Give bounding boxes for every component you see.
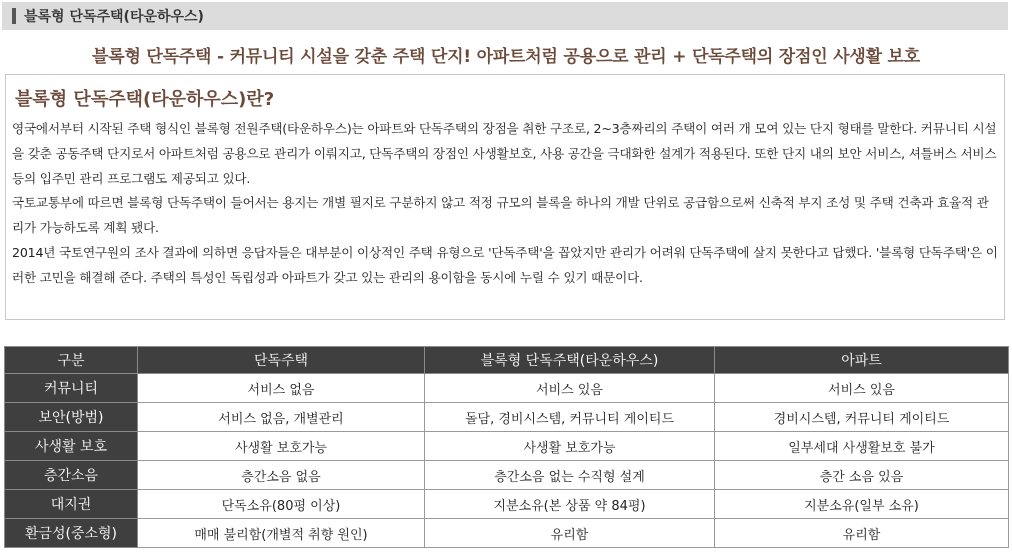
table-cell: 사생활 보호가능 [425,432,715,461]
intro-paragraph: 2014년 국토연구원의 조사 결과에 의하면 응답자들은 대부분이 이상적인 주택 유형으로 '단독주택'을 꼽았지만 관리가 어려워 단독주택에 살지 못한다고 답했다. '블록형 단독주택'은 이러한 고민을 해결해 준다. 주택의 특성인 독립성과 아파트가 갖고 있는 관리의 용이함을 동시에 누릴 수 있기 때문이다. [12,244,998,285]
table-cell: 유리함 [425,519,715,548]
table-cell: 층간소음 없음 [138,461,425,490]
table-cell: 경비시스템, 커뮤니티 게이티드 [715,403,1009,432]
row-label: 사생활 보호 [5,432,138,461]
title-marker [12,8,16,24]
intro-paragraph: 국토교통부에 따르면 블록형 단독주택이 들어서는 용지는 개별 필지로 구분하지 않고 적정 규모의 블록을 하나의 개발 단위로 공급함으로써 신축적 부지 조성 및 주택 건축과 효율적 관리가 가능하도록 계획 됐다. [12,195,989,236]
table-row [5,461,1009,490]
table-cell: 서비스 있음 [425,374,715,403]
intro-paragraph: 영국에서부터 시작된 주택 형식인 블록형 전원주택(타운하우스)는 아파트와 단독주택의 장점을 취한 구조로, 2~3층짜리의 주택이 여러 개 모여 있는 단지 형태를 말한다. 커뮤니티 시설을 갖춘 공동주택 단지로서 아파트처럼 공용으로 관리가 이뤄지고, 단독주택의 장점인 사생활보호, 사용 공간을 극대화한 설계가 적용된다. 또한 단지 내의 보안 서비스, 셔틀버스 서비스 등의 입주민 관리 프로그램도 제공되고 있다. [12,121,997,186]
table-cell: 사생활 보호가능 [138,432,425,461]
table-cell: 돌담, 경비시스템, 커뮤니티 게이티드 [425,403,715,432]
section-title-bar [2,2,1008,30]
row-label: 대지권 [5,490,138,519]
row-label: 층간소음 [5,461,138,490]
row-label: 환금성(중소형) [5,519,138,548]
table-cell: 층간 소음 있음 [715,461,1009,490]
table-cell: 지분소유(일부 소유) [715,490,1009,519]
table-cell: 서비스 없음 [138,374,425,403]
table-cell: 지분소유(본 상품 약 84평) [425,490,715,519]
table-row [5,374,1009,403]
row-label: 보안(방범) [5,403,138,432]
comparison-table [4,346,1009,548]
header-apartment: 아파트 [715,347,1009,374]
intro-box [5,74,1005,320]
intro-body [12,117,1000,291]
table-row [5,403,1009,432]
table-row [5,432,1009,461]
header-townhouse: 블록형 단독주택(타운하우스) [425,347,715,374]
table-cell: 서비스 있음 [715,374,1009,403]
headline: 블록형 단독주택 - 커뮤니티 시설을 갖춘 주택 단지! 아파트처럼 공용으로 관리 + 단독주택의 장점인 사생활 보호 [92,47,920,67]
header-detached-house: 단독주택 [138,347,425,374]
row-label: 커뮤니티 [5,374,138,403]
table-cell: 일부세대 사생활보호 불가 [715,432,1009,461]
table-cell: 유리함 [715,519,1009,548]
table-row [5,490,1009,519]
table-cell: 단독소유(80평 이상) [138,490,425,519]
table-cell: 매매 불리함(개별적 취향 원인) [138,519,425,548]
table-cell: 층간소음 없는 수직형 설계 [425,461,715,490]
intro-title: 블록형 단독주택(타운하우스)란? [15,89,275,110]
table-row [5,519,1009,548]
table-header-row [5,347,1009,374]
section-title: 블록형 단독주택(타운하우스) [24,9,204,25]
header-category: 구분 [5,347,138,374]
table-cell: 서비스 없음, 개별관리 [138,403,425,432]
